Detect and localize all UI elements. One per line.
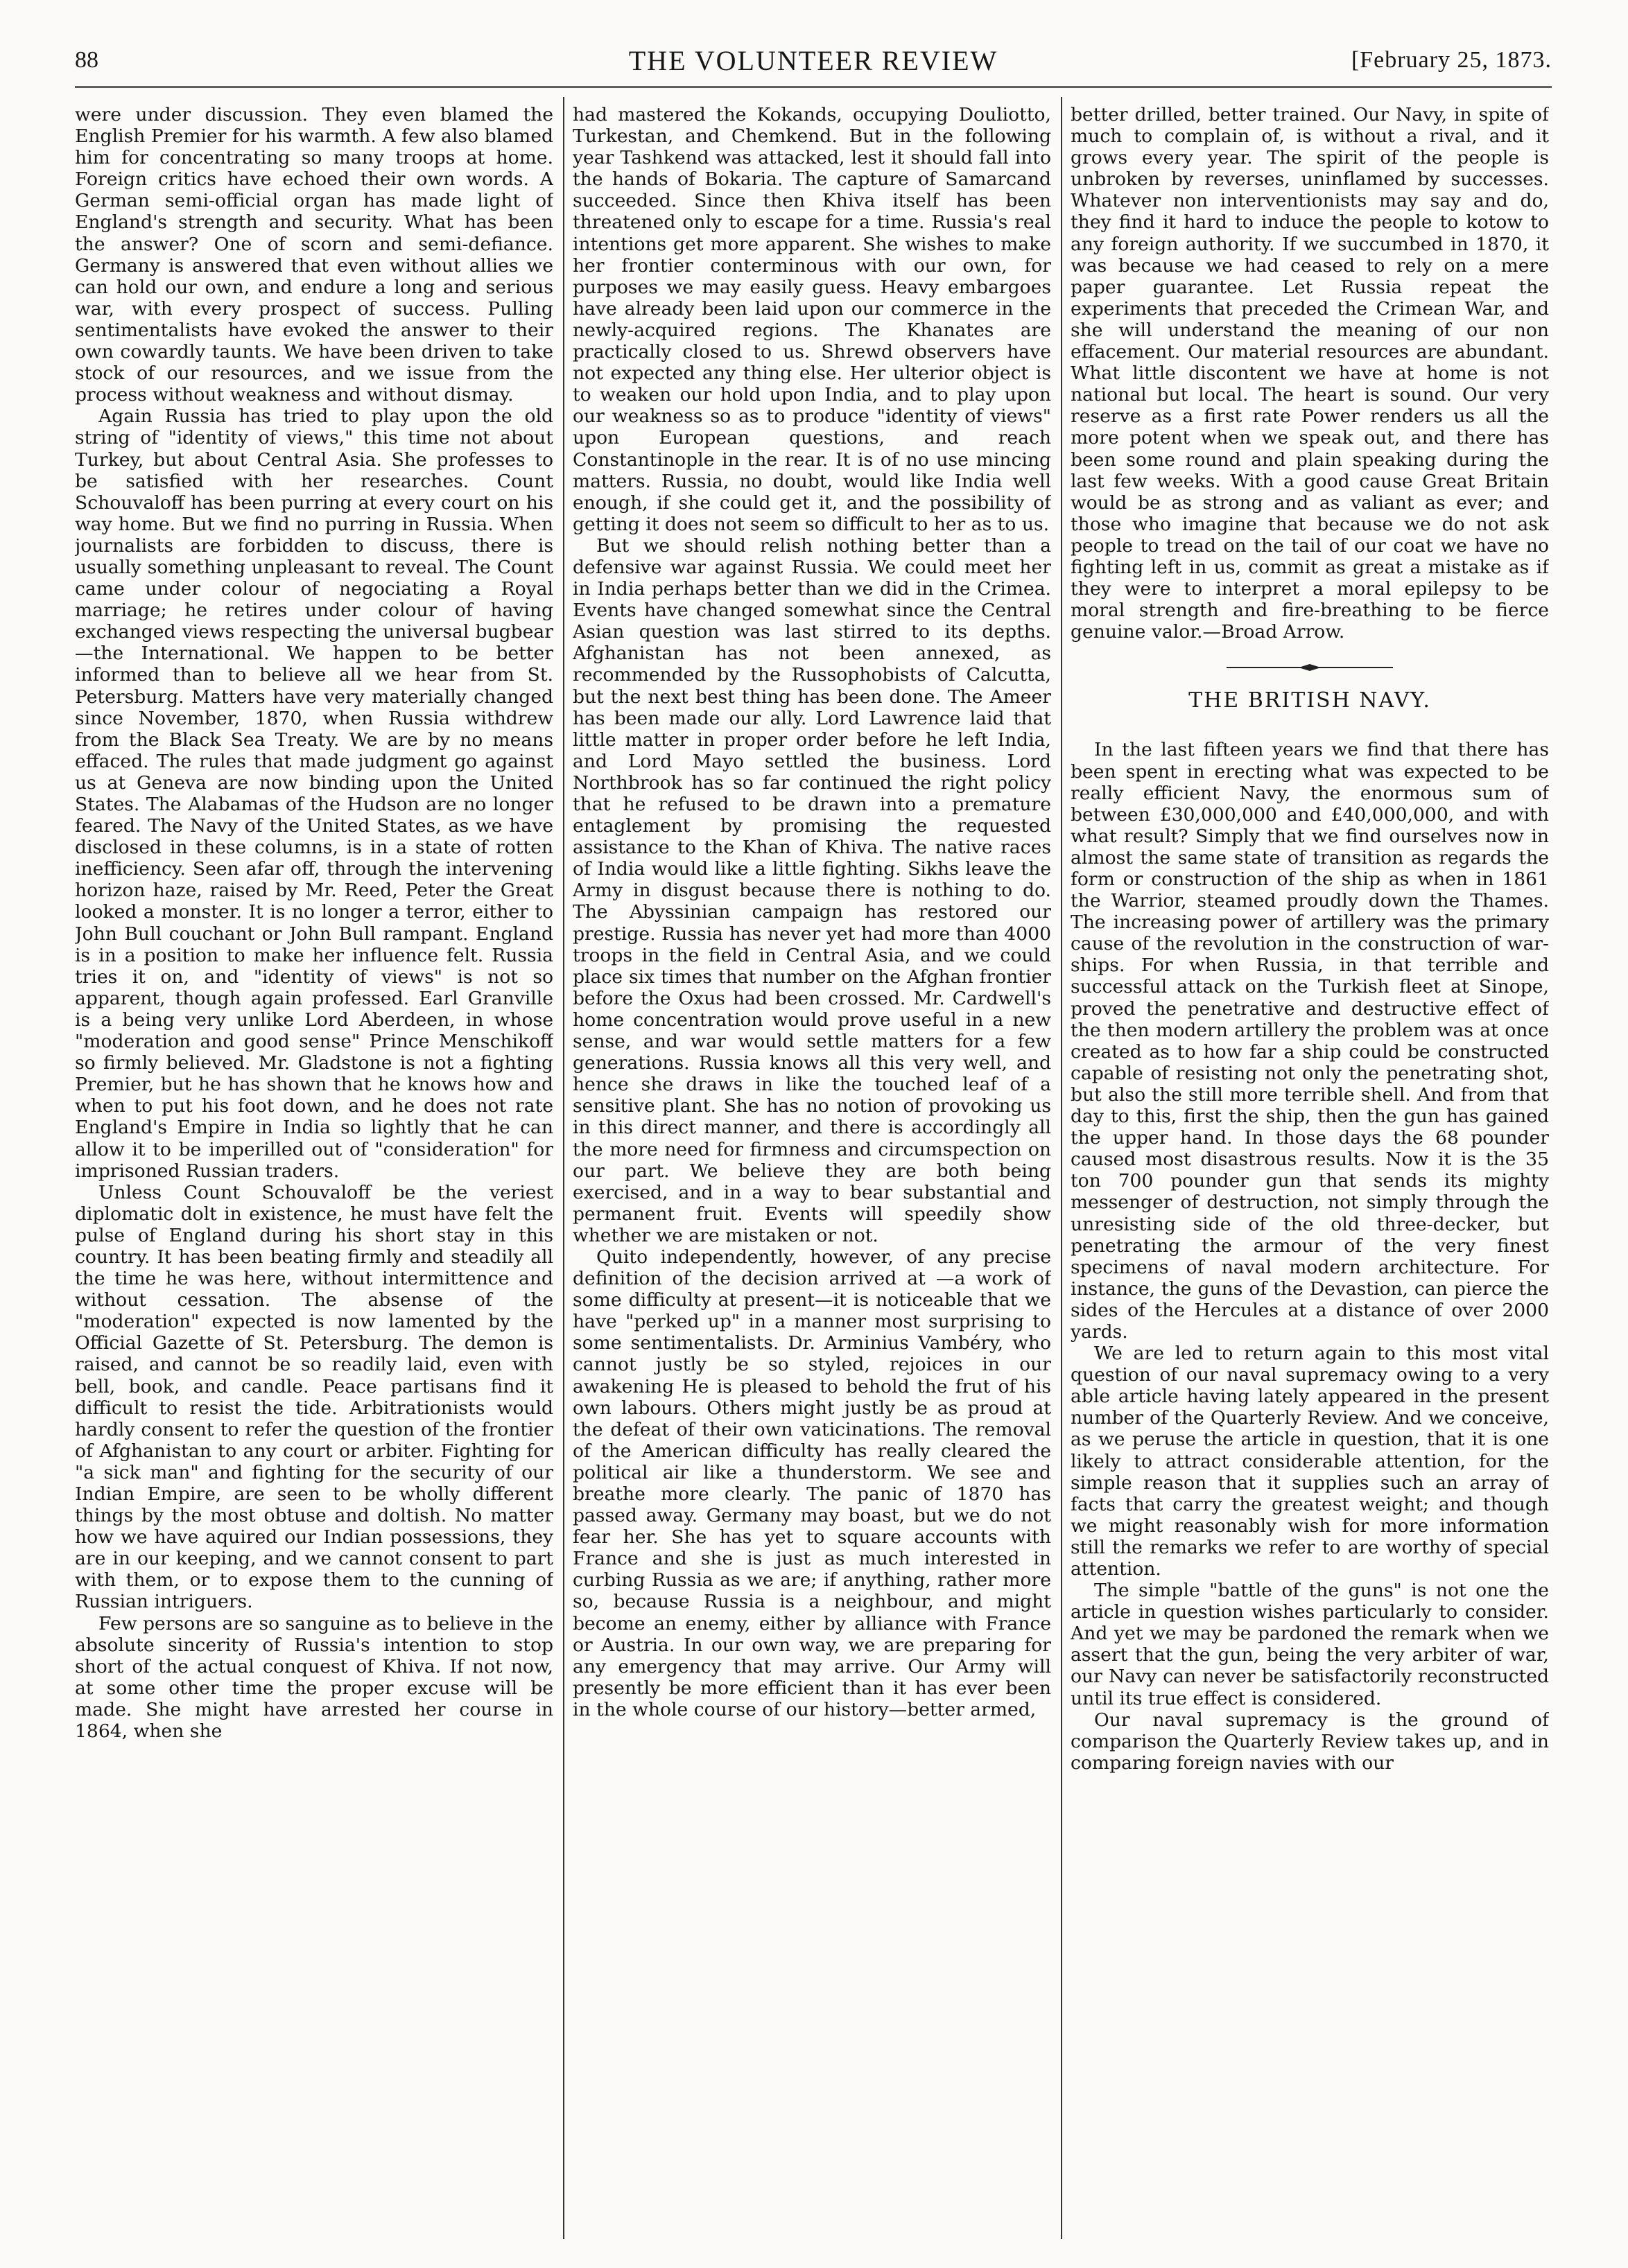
section-title: THE BRITISH NAVY. [1188,688,1431,713]
paragraph: Quito independently, however, of any precise definition of the decision arrived at —a work of some difficulty at present—it is noticeable that we have "perked up" in a manner most surprising to some sentimentalists. Dr. Arminius Vambéry, who cannot justly be so styled, rejoices in our awakening He is pleased to behold the frut of his own labours. Others might justly be as proud at the defeat of their own vaticinations. The removal of the American difficulty has really cleared the political air like a thunderstorm. We see and breathe more clearly. The panic of 1870 has passed away. Germany may boast, but we do not fear her. She has yet to square accounts with France and she is just as much interested in curbing Russia as we are; if anything, rather more so, because Russia is a neighbour, and might become an enemy, either by alliance with France or Austria. In our own way, we are preparing for any emergency that may arrive. Our Army will presently be more efficient than it has ever been in the whole course of our history—better armed, [573,1246,1051,1720]
header-rule [75,86,1552,88]
masthead-title: THE VOLUNTEER REVIEW [628,45,998,76]
issue-date: [February 25, 1873. [1351,47,1552,73]
paragraph: But we should relish nothing better than a defensive war against Russia. We could meet her in India perhaps better than we did in the Crimea. Events have changed somewhat since the Central Asian question was last stirred to its depths. Afghanistan has not been annexed, as recommended by the Russophobists of Calcutta, but the next best thing has been done. The Ameer has been made our ally. Lord Lawrence laid that little matter in proper order before he left India, and Lord Mayo settled the business. Lord Northbrook has so far continued the right policy that he refused to be drawn into a premature entaglement by promising the requested assistance to the Khan of Khiva. The native races of India would like a little fighting. Sikhs leave the Army in disgust because there is nothing to do. The Abyssinian campaign has restored our prestige. Russia has never yet had more than 4000 troops in the field in Central Asia, and we could place six times that number on the Afghan frontier before the Oxus had been crossed. Mr. Cardwell's home concentration would prove useful in a new sense, and war would settle matters for a few generations. Russia knows all this very well, and hence she draws in like the touched leaf of a sensitive plant. She has no notion of provoking us in this direct manner, and there is accordingly all the more need for firmness and circumspection on our part. We believe they are both being exercised, and in a way to bear substantial and permanent fruit. Events will speedily show whether we are mistaken or not. [573,534,1051,1246]
paragraph: better drilled, better trained. Our Navy, in spite of much to complain of, is without a rival, and it grows every year. The spirit of the people is unbroken by reverses, uninflamed by successes. Whatever non interventionists may say and do, they find it hard to induce the people to kotow to any foreign authority. If we succumbed in 1870, it was because we had ceased to rely on a mere paper guarantee. Let Russia repeat the experiments that preceded the Crimean War, and she will understand the meaning of our non effacement. Our material resources are abundant. What little discontent we have at home is not national but local. The heart is sound. Our very reserve as a first rate Power renders us all the more potent when we speak out, and there has been some round and plain speaking during the last few weeks. With a good cause Great Britain would be as strong and as valiant as ever; and those who imagine that because we do not ask people to tread on the tail of our coat we have no fighting left in us, commit as great a mistake as if they were to interpret a moral epilepsy to be moral strength and fire-breathing to be fierce genuine valor.—Broad Arrow. [1071,104,1549,643]
paragraph: were under discussion. They even blamed the English Premier for his warmth. A few also blamed him for concentrating so many troops at home. Foreign critics have echoed their own words. A German semi-official organ has made light of England's strength and security. What has been the answer? One of scorn and semi-defiance. Germany is answered that even without allies we can hold our own, and endure a long and serious war, with every prospect of success. Pulling sentimentalists have evoked the answer to their own cowardly taunts. We have been driven to take stock of our resources, and we issue from the process without weakness and without dismay. [75,104,553,406]
paragraph: The simple "battle of the guns" is not one the article in question wishes particularly to consider. And yet we may be pardoned the remark when we assert that the gun, being the very arbiter of war, our Navy can never be satisfactorily reconstructed until its true effect is considered. [1071,1580,1549,1709]
paragraph: We are led to return again to this most vital question of our naval supremacy owing to a very able article having lately appeared in the present number of the Quarterly Review. And we conceive, as we peruse the article in question, that it is one likely to attract considerable attention, for the simple reason that it supplies such an array of facts that carry the greatest weight; and though we might reasonably wish for more information still the remarks we refer to are worthy of special attention. [1071,1343,1549,1580]
paragraph: Few persons are so sanguine as to believe in the absolute sincerity of Russia's intention to stop short of the actual conquest of Khiva. If not now, at some other time the proper excuse will be made. She might have arrested her course in 1864, when she [75,1612,553,1743]
column-rule [563,97,564,2239]
column-1 [75,104,553,2239]
column-2 [573,104,1051,2239]
newspaper-page [75,42,1552,2246]
column-rule [1061,97,1062,2239]
column-3 [1071,104,1549,2239]
paragraph: Our naval supremacy is the ground of comparison the Quarterly Review takes up, and in comparing foreign navies with our [1071,1709,1549,1774]
section-divider [1227,663,1393,672]
paragraph: Again Russia has tried to play upon the old string of "identity of views," this time not about Turkey, but about Central Asia. She professes to be satisfied with her researches. Count Schouvaloff has been purring at every court on his way home. But we find no purring in Russia. When journalists are forbidden to discuss, there is usually something unpleasant to reveal. The Count came under colour of negociating a Royal marriage; he retires under colour of having exchanged views respecting the universal bugbear—the International. We happen to be better informed than to believe all we hear from St. Petersburg. Matters have very materially changed since November, 1870, when Russia withdrew from the Black Sea Treaty. We are by no means effaced. The rules that made judgment go against us at Geneva are now binding upon the United States. The Alabamas of the Hudson are no longer feared. The Navy of the United States, as we have disclosed in these columns, is in a state of rotten inefficiency. Seen afar off, through the intervening horizon haze, raised by Mr. Reed, Peter the Great looked a monster. It is no longer a terror, either to John Bull couchant or John Bull rampant. England is in a position to make her influence felt. Russia tries it on, and "identity of views" is not so apparent, though again professed. Earl Granville is a being very unlike Lord Aberdeen, in whose "moderation and good sense" Prince Menschikoff so firmly believed. Mr. Gladstone is not a fighting Premier, but he has shown that he knows how and when to put his foot down, and he does not rate England's Empire in India so lightly that he can allow it to be imperilled out of "consideration" for imprisoned Russian traders. [75,405,553,1182]
paragraph: Unless Count Schouvaloff be the veriest diplomatic dolt in existence, he must have felt the pulse of England during his short stay in this country. It has been beating firmly and steadily all the time he was here, without intermittence and without cessation. The absense of the "moderation" expected is now lamented by the Official Gazette of St. Petersburg. The demon is raised, and cannot be so readily laid, even with bell, book, and candle. Peace partisans find it difficult to resist the tide. Arbitrationists would hardly consent to refer the question of the frontier of Afghanistan to any court or arbiter. Fighting for "a sick man" and fighting for the security of our Indian Empire, are seen to be wholly different things by the most obtuse and doltish. No matter how we have aquired our Indian possessions, they are in our keeping, and we cannot consent to part with them, or to expose them to the cunning of Russian intriguers. [75,1181,553,1613]
page-header [75,42,1552,93]
paragraph: had mastered the Kokands, occupying Douliotto, Turkestan, and Chemkend. But in the following year Tashkend was attacked, lest it should fall into the hands of Bokaria. The capture of Samarcand succeeded. Since then Khiva itself has been threatened only to escape for a time. Russia's real intentions get more apparent. She wishes to make her frontier conterminous with our own, for purposes we may easily guess. Heavy embargoes have already been laid upon our commerce in the newly-acquired regions. The Khanates are practically closed to us. Shrewd observers have not expected any thing else. Her ulterior object is to weaken our hold upon India, and to play upon our weakness so as to produce "identity of views" upon European questions, and reach Constantinople in the rear. It is of no use mincing matters. Russia, no doubt, would like India well enough, if she could get it, and the possibility of getting it does not seem so difficult to her as to us. [573,104,1051,535]
page-number: 88 [75,47,98,73]
paragraph: In the last fifteen years we find that there has been spent in erecting what was expected to be really efficient Navy, the enormous sum of between £30,000,000 and £40,000,000, and with what result? Simply that we find ourselves now in almost the same state of transition as regards the form or construction of the ship as when in 1861 the Warrior, steamed proudly down the Thames. The increasing power of artillery was the primary cause of the revolution in the construction of war-ships. For when Russia, in that terrible and successful attack on the Turkish fleet at Sinope, proved the penetrative and destructive effect of the then modern artillery the problem was at once created as to how far a ship could be constructed capable of resisting not only the penetrating shot, but also the still more terrible shell. And from that day to this, first the ship, then the gun has gained the upper hand. In those days the 68 pounder caused most disastrous results. Now it is the 35 ton 700 pounder gun that sends its mighty messenger of destruction, not simply through the unresisting side of the old three-decker, but penetrating the armour of the very finest specimens of naval modern architecture. For instance, the guns of the Devastion, can pierce the sides of the Hercules at a distance of over 2000 yards. [1071,739,1549,1343]
